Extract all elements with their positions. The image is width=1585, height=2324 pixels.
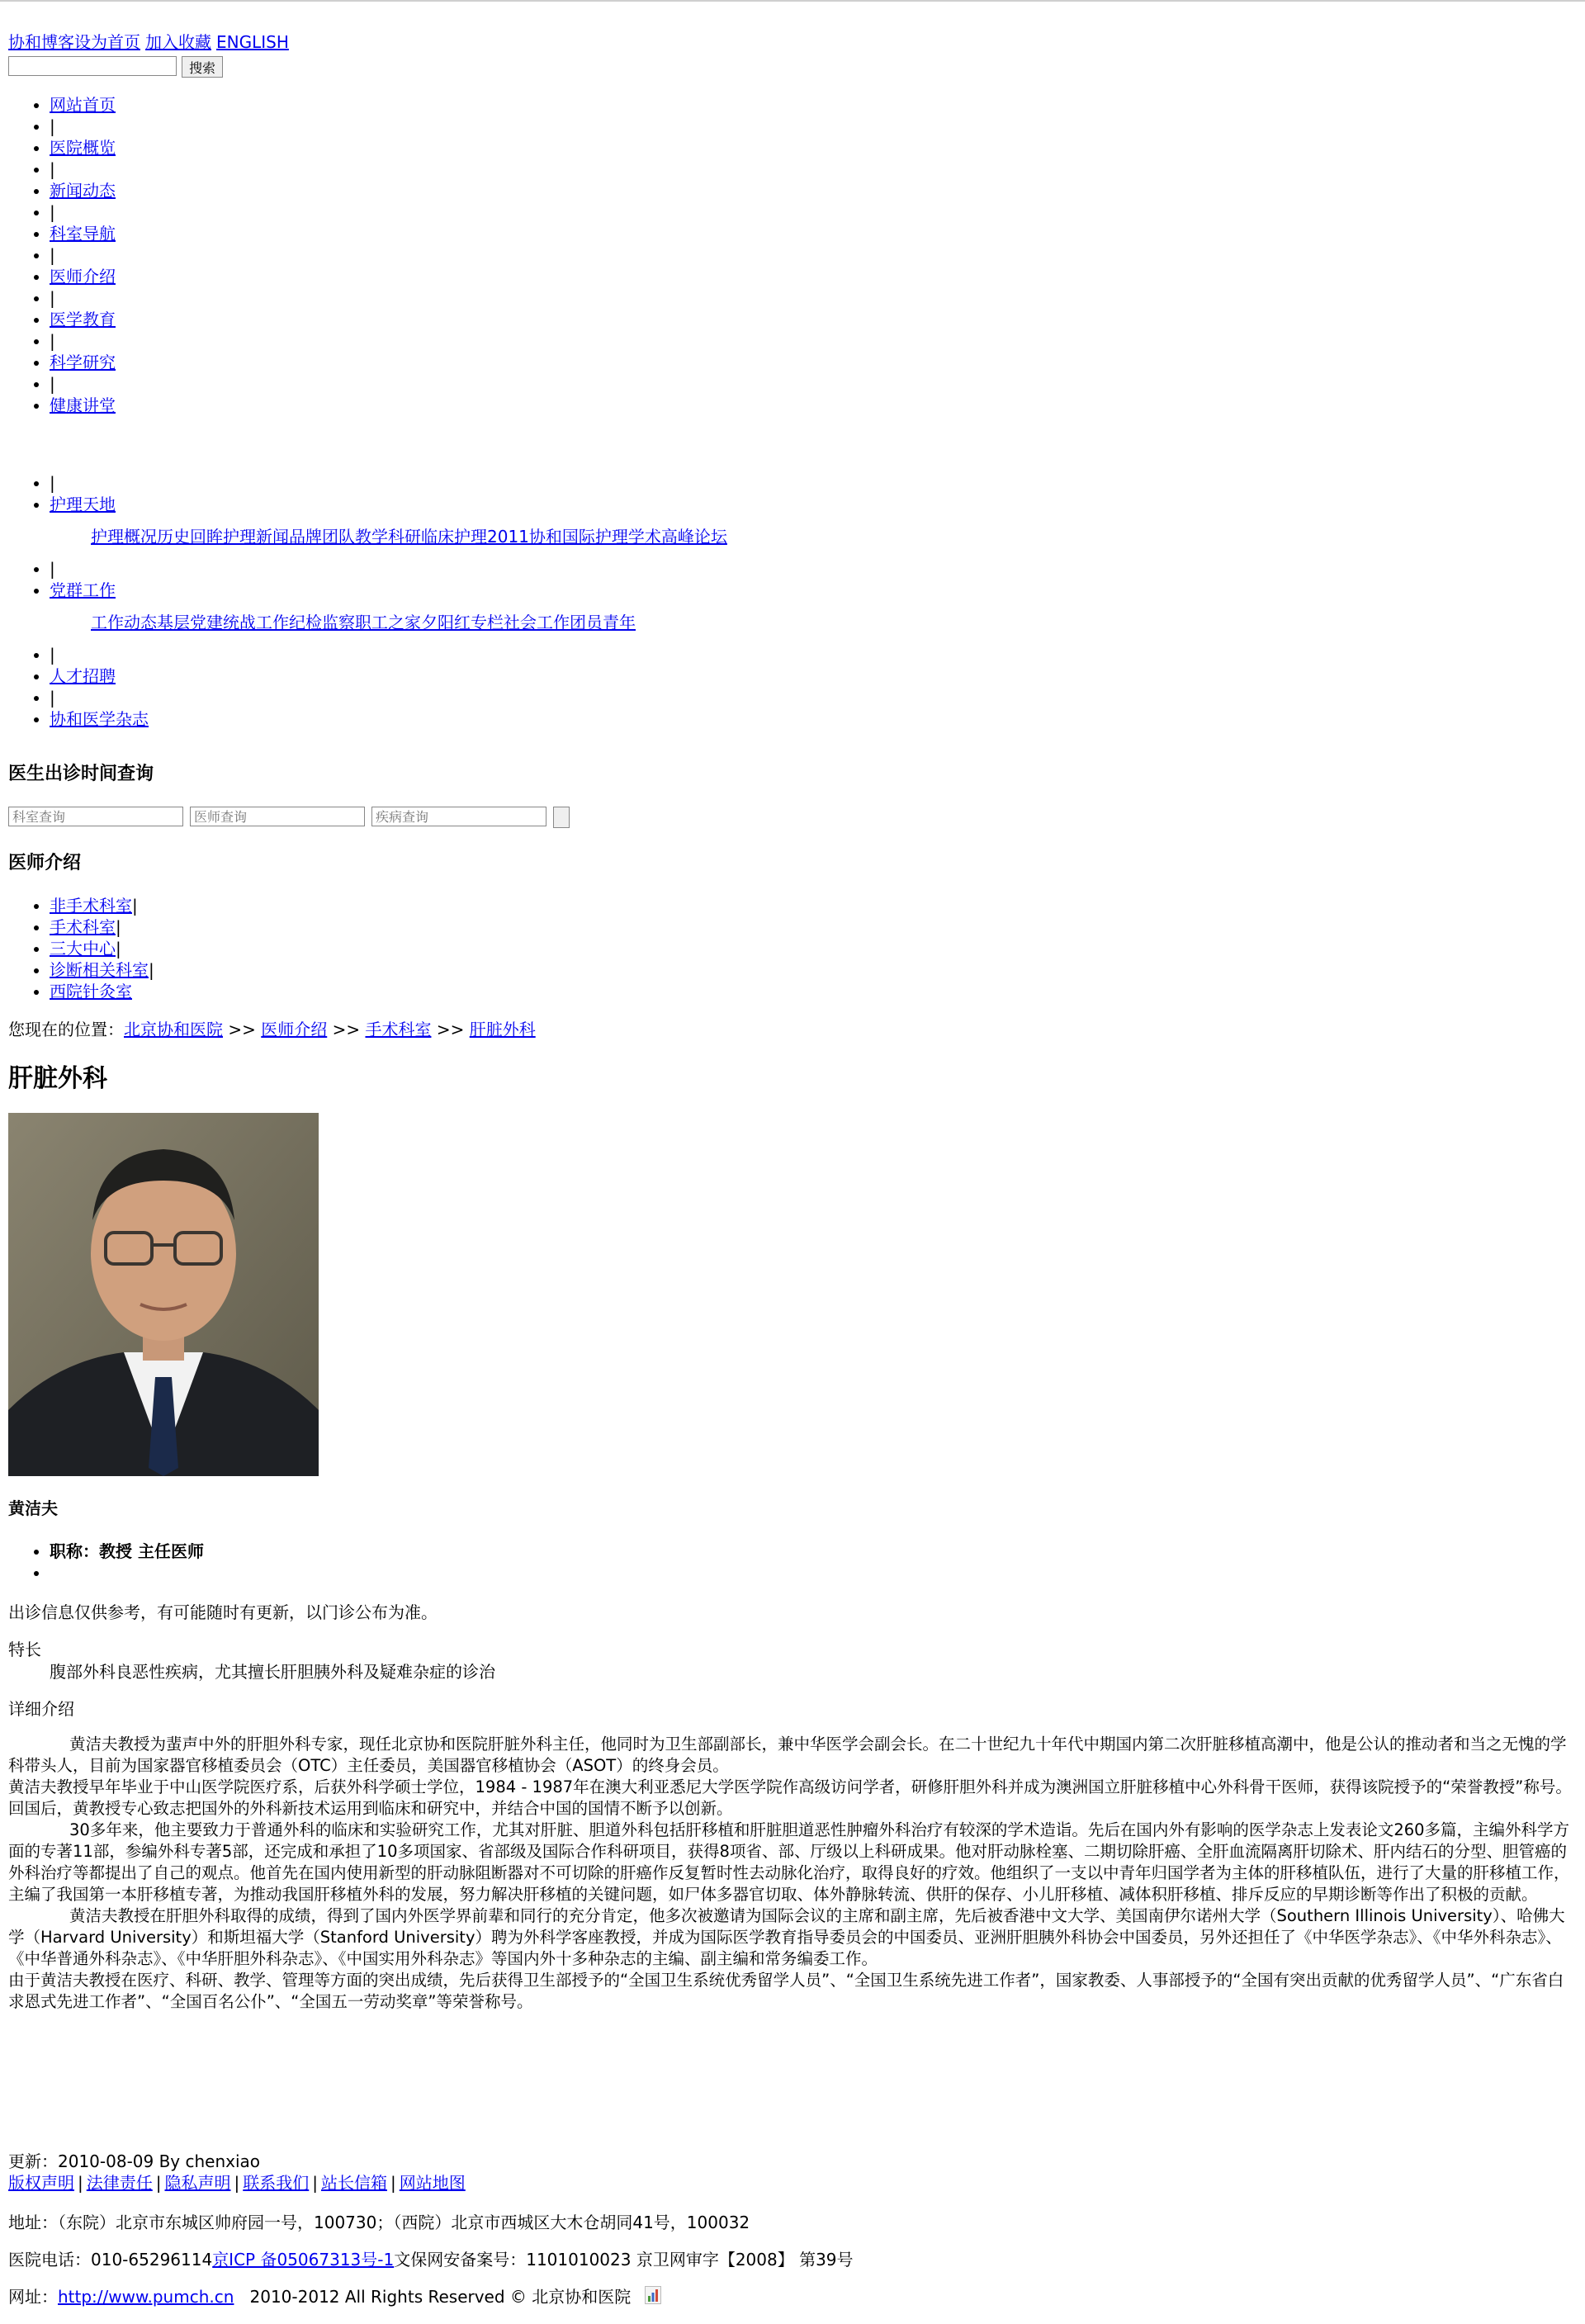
footer-separator: | — [234, 2173, 240, 2193]
doctor-category-item — [50, 959, 154, 981]
icp-link[interactable]: 京ICP 备05067313号-1 — [212, 2250, 395, 2270]
doctor-photo — [8, 1113, 319, 1476]
footer-address: 地址：（东院）北京市东城区帅府园一号，100730；（西院）北京市西城区大木仓胡同41号，100032 — [8, 2213, 750, 2232]
update-info: 更新：2010-08-09 By chenxiao — [8, 2151, 261, 2171]
detail-paragraph: 黄洁夫教授在肝胆外科取得的成绩，得到了国内外医学界前辈和同行的充分肯定，他多次被邀请为国际会议的主席和副主席，先后被香港中文大学、美国南伊尔诺州大学（Southern Illinois University）、哈佛大学（Harvard University）和斯坦福大学（Stanford University）聘为外科学客座教授，并成为国际医学教育指导委员会的中国委员、亚洲肝胆胰外科协会中国委员，另外还担任了《中华医学杂志》、《中华外科杂志》、《中华普通外科杂志》、《中华肝胆外科杂志》、《中国实用外科杂志》等国内外十多种杂志的主编、副主编和常务编委工作。 — [8, 1906, 1565, 1968]
nav-item-nursing — [50, 494, 727, 515]
nav-item-journal — [50, 708, 727, 730]
doctor-title-list — [8, 1541, 204, 1583]
nav-item-health — [50, 395, 116, 416]
set-home-link[interactable]: 协和博客设为首页 — [8, 32, 140, 52]
detail-paragraph: 黄洁夫教授为蜚声中外的肝胆外科专家，现任北京协和医院肝脏外科主任，他同时为卫生部副部长，兼中华医学会副会长。在二十世纪九十年代中期国内第二次肝脏移植高潮中，他是公认的推动者和当之无愧的学科带头人，目前为国家器官移植委员会（OTC）主任委员，美国器官移植协会（ASOT）的终身会员。 — [8, 1735, 1567, 1775]
doctor-category-item — [50, 916, 154, 938]
party-sub-link[interactable]: 团员青年 — [570, 613, 636, 632]
phone-text: 医院电话：010-65296114 — [8, 2250, 213, 2270]
footer-separator: | — [155, 2173, 162, 2193]
nav-link-overview[interactable]: 医院概览 — [50, 138, 116, 158]
footer-phone — [8, 2249, 854, 2270]
breadcrumb-link-liver-surgery[interactable]: 肝脏外科 — [469, 1020, 536, 1039]
nav-separator: • | — [50, 159, 116, 180]
nursing-sub-link[interactable]: 2011协和国际护理学术高峰论坛 — [487, 527, 727, 547]
department-query-input[interactable] — [8, 807, 183, 826]
site-search — [8, 56, 223, 78]
doctor-category-item — [50, 895, 154, 916]
nursing-submenu — [50, 515, 727, 558]
nav-item-research — [50, 352, 116, 373]
nav-link-nursing[interactable]: 护理天地 — [50, 495, 116, 514]
category-link-centers[interactable]: 三大中心 — [50, 939, 116, 958]
footer-site — [8, 2286, 661, 2307]
detail-paragraph: 由于黄洁夫教授在医疗、科研、教学、管理等方面的突出成绩，先后获得卫生部授予的“全国卫生系统优秀留学人员”、“全国卫生系统先进工作者”，国家教委、人事部授予的“全国有突出贡献的优秀留学人员”、“广东省白求恩式先进工作者”、“全国百名公仆”、“全国五一劳动奖章”等荣誉称号。 — [8, 1971, 1564, 2011]
footer-separator: | — [78, 2173, 83, 2193]
detail-text — [8, 1734, 1577, 2013]
nav-link-departments[interactable]: 科室导航 — [50, 224, 116, 244]
add-favorite-link[interactable]: 加入收藏 — [145, 32, 211, 52]
breadcrumb-link-surgical[interactable]: 手术科室 — [365, 1020, 432, 1039]
breadcrumb-link-hospital[interactable]: 北京协和医院 — [124, 1020, 223, 1039]
top-border — [0, 0, 1585, 2]
footer-links — [8, 2172, 466, 2194]
search-input[interactable] — [8, 56, 177, 76]
breadcrumb-separator: >> — [431, 1020, 470, 1039]
doctor-time-title: 医生出诊时间查询 — [8, 764, 154, 784]
nav-item-recruit — [50, 665, 727, 687]
nav-separator: • | — [50, 558, 727, 580]
query-submit-button[interactable] — [553, 807, 570, 828]
doctor-intro-title: 医师介绍 — [8, 853, 82, 873]
doctor-category-item — [50, 981, 154, 1002]
breadcrumb-link-doctors[interactable]: 医师介绍 — [261, 1020, 328, 1039]
english-link[interactable]: ENGLISH — [216, 32, 289, 52]
party-submenu — [50, 601, 727, 644]
detail-paragraph: 30多年来，他主要致力于普通外科的临床和实验研究工作，尤其对肝脏、胆道外科包括肝移植和肝脏胆道恶性肿瘤外科治疗有较深的学术造诣。先后在国内外有影响的医学杂志上发表论文260多篇，主编外科学方面的专著11部，参编外科专著5部，还完成和承担了10多项国家、省部级及国际合作科研项目，获得8项省、部、厅级以上科研成果。他对肝动脉栓塞、二期切除肝癌、全肝血流隔离肝切除术、肝内结石的分型、胆管癌的外科治疗等都提出了自己的观点。他首先在国内使用新型的肝动脉阻断器对不可切除的肝癌作反复暂时性去动脉化治疗，取得良好的疗效。他组织了一支以中青年归国学者为主体的肝移植队伍，进行了大量的肝移植工作，主编了我国第一本肝移植专著，为推动我国肝移植外科的发展，努力解决肝移植的关键问题，如尸体多器官切取、体外静脉转流、供肝的保存、小儿肝移植、减体积肝移植、排斥反应的早期诊断等作出了积极的贡献。 — [8, 1820, 1570, 1904]
footer-link-contact[interactable]: 联系我们 — [243, 2173, 310, 2193]
breadcrumb-separator: >> — [327, 1020, 366, 1039]
nav-link-home[interactable]: 网站首页 — [50, 95, 116, 115]
nav-link-news[interactable]: 新闻动态 — [50, 181, 116, 201]
doctor-title-item — [50, 1541, 204, 1562]
doctor-category-item — [50, 938, 154, 959]
main-nav — [8, 94, 116, 416]
nav-link-journal[interactable]: 协和医学杂志 — [50, 709, 149, 729]
speciality-label: 特长 — [8, 1640, 41, 1659]
speciality-text: 腹部外科良恶性疾病，尤其擅长肝胆胰外科及疑难杂症的诊治 — [50, 1662, 495, 1682]
nav-item-education — [50, 309, 116, 330]
title-label: 职称： — [50, 1541, 99, 1561]
doctor-time-query — [8, 807, 570, 828]
category-link-diagnostic[interactable]: 诊断相关科室 — [50, 960, 149, 980]
nav-link-doctors[interactable]: 医师介绍 — [50, 267, 116, 286]
nav-separator: • | — [50, 687, 727, 708]
doctor-name: 黄洁夫 — [8, 1498, 58, 1518]
footer-separator: | — [312, 2173, 318, 2193]
party-sub-link[interactable]: 工作动态 — [91, 613, 157, 632]
doctor-portrait-icon — [8, 1113, 319, 1476]
nav-separator: • | — [50, 373, 116, 395]
nav-separator: • | — [50, 244, 116, 266]
nav-separator: • | — [50, 116, 116, 137]
nav-item-departments — [50, 223, 116, 244]
copyright-text: 2010-2012 All Rights Reserved © 北京协和医院 — [249, 2287, 632, 2307]
nav-separator: • | — [50, 330, 116, 352]
category-separator: | — [116, 917, 121, 937]
nursing-sub-link[interactable]: 历史回眸 — [157, 527, 223, 547]
doctor-category-list — [8, 895, 154, 1002]
party-sub-link[interactable]: 统战工作 — [223, 613, 289, 632]
nav-link-research[interactable]: 科学研究 — [50, 353, 116, 372]
party-sub-link[interactable]: 纪检监察 — [289, 613, 355, 632]
nav-item-overview — [50, 137, 116, 159]
party-sub-link[interactable]: 职工之家 — [355, 613, 421, 632]
nav-link-party[interactable]: 党群工作 — [50, 580, 116, 600]
nav-separator: • | — [50, 644, 727, 665]
category-link-surgical[interactable]: 手术科室 — [50, 917, 116, 937]
category-separator: | — [149, 960, 154, 980]
category-link-non-surgical[interactable]: 非手术科室 — [50, 896, 132, 916]
party-sub-link[interactable]: 基层党建 — [157, 613, 223, 632]
detail-paragraph: 黄洁夫教授早年毕业于中山医学院医疗系，后获外科学硕士学位，1984 - 1987年在澳大利亚悉尼大学医学院作高级访问学者，研修肝胆外科并成为澳洲国立肝脏移植中心外科骨干医师，获得该院授予的“荣誉教授”称号。回国后，黄教授专心致志把国外的外科新技术运用到临床和研究中，并结合中国的国情不断予以创新。 — [8, 1777, 1572, 1818]
nav-item-party — [50, 580, 727, 601]
nav-item-doctors — [50, 266, 116, 287]
footer-link-privacy[interactable]: 隐私声明 — [164, 2173, 231, 2193]
nursing-sub-link[interactable]: 临床护理 — [421, 527, 487, 547]
nav-separator: • | — [50, 472, 727, 494]
detail-label: 详细介绍 — [8, 1699, 74, 1719]
nav-separator: • | — [50, 201, 116, 223]
site-label: 网址： — [8, 2287, 58, 2307]
footer-separator: | — [390, 2173, 396, 2193]
party-sub-link[interactable]: 社会工作 — [504, 613, 570, 632]
department-title: 肝脏外科 — [8, 1064, 107, 1093]
doctor-title-empty — [50, 1562, 204, 1583]
category-separator: | — [116, 939, 121, 958]
footer-link-webmaster[interactable]: 站长信箱 — [321, 2173, 387, 2193]
nav-link-education[interactable]: 医学教育 — [50, 310, 116, 329]
top-links — [8, 31, 294, 53]
footer-link-legal[interactable]: 法律责任 — [86, 2173, 153, 2193]
nursing-sub-link[interactable]: 护理新闻 — [223, 527, 289, 547]
statistics-icon[interactable] — [645, 2286, 661, 2304]
breadcrumb-prefix: 您现在的位置： — [8, 1020, 124, 1039]
nursing-sub-link[interactable]: 教学科研 — [355, 527, 421, 547]
search-button[interactable]: 搜索 — [182, 56, 223, 78]
nav-item-news — [50, 180, 116, 201]
title-value: 教授 主任医师 — [99, 1541, 204, 1561]
category-separator: | — [132, 896, 138, 916]
breadcrumb — [8, 1019, 536, 1040]
party-sub-link[interactable]: 夕阳红专栏 — [421, 613, 504, 632]
doctor-query-input[interactable] — [190, 807, 365, 826]
schedule-notice: 出诊信息仅供参考，有可能随时有更新，以门诊公布为准。 — [8, 1602, 438, 1622]
nav-item-home — [50, 94, 116, 116]
site-url-link[interactable]: http://www.pumch.cn — [58, 2287, 234, 2307]
record-text: 文保网安备案号：1101010023 京卫网审字【2008】 第39号 — [394, 2250, 854, 2270]
secondary-nav — [8, 472, 727, 730]
nursing-sub-link[interactable]: 护理概况 — [91, 527, 157, 547]
footer-link-sitemap[interactable]: 网站地图 — [399, 2173, 466, 2193]
nav-separator: • | — [50, 287, 116, 309]
nav-link-recruit[interactable]: 人才招聘 — [50, 666, 116, 686]
breadcrumb-separator: >> — [223, 1020, 262, 1039]
footer-link-copyright[interactable]: 版权声明 — [8, 2173, 74, 2193]
nursing-sub-link[interactable]: 品牌团队 — [289, 527, 355, 547]
nav-link-health[interactable]: 健康讲堂 — [50, 395, 116, 415]
category-link-acupuncture[interactable]: 西院针灸室 — [50, 982, 132, 1001]
disease-query-input[interactable] — [371, 807, 546, 826]
